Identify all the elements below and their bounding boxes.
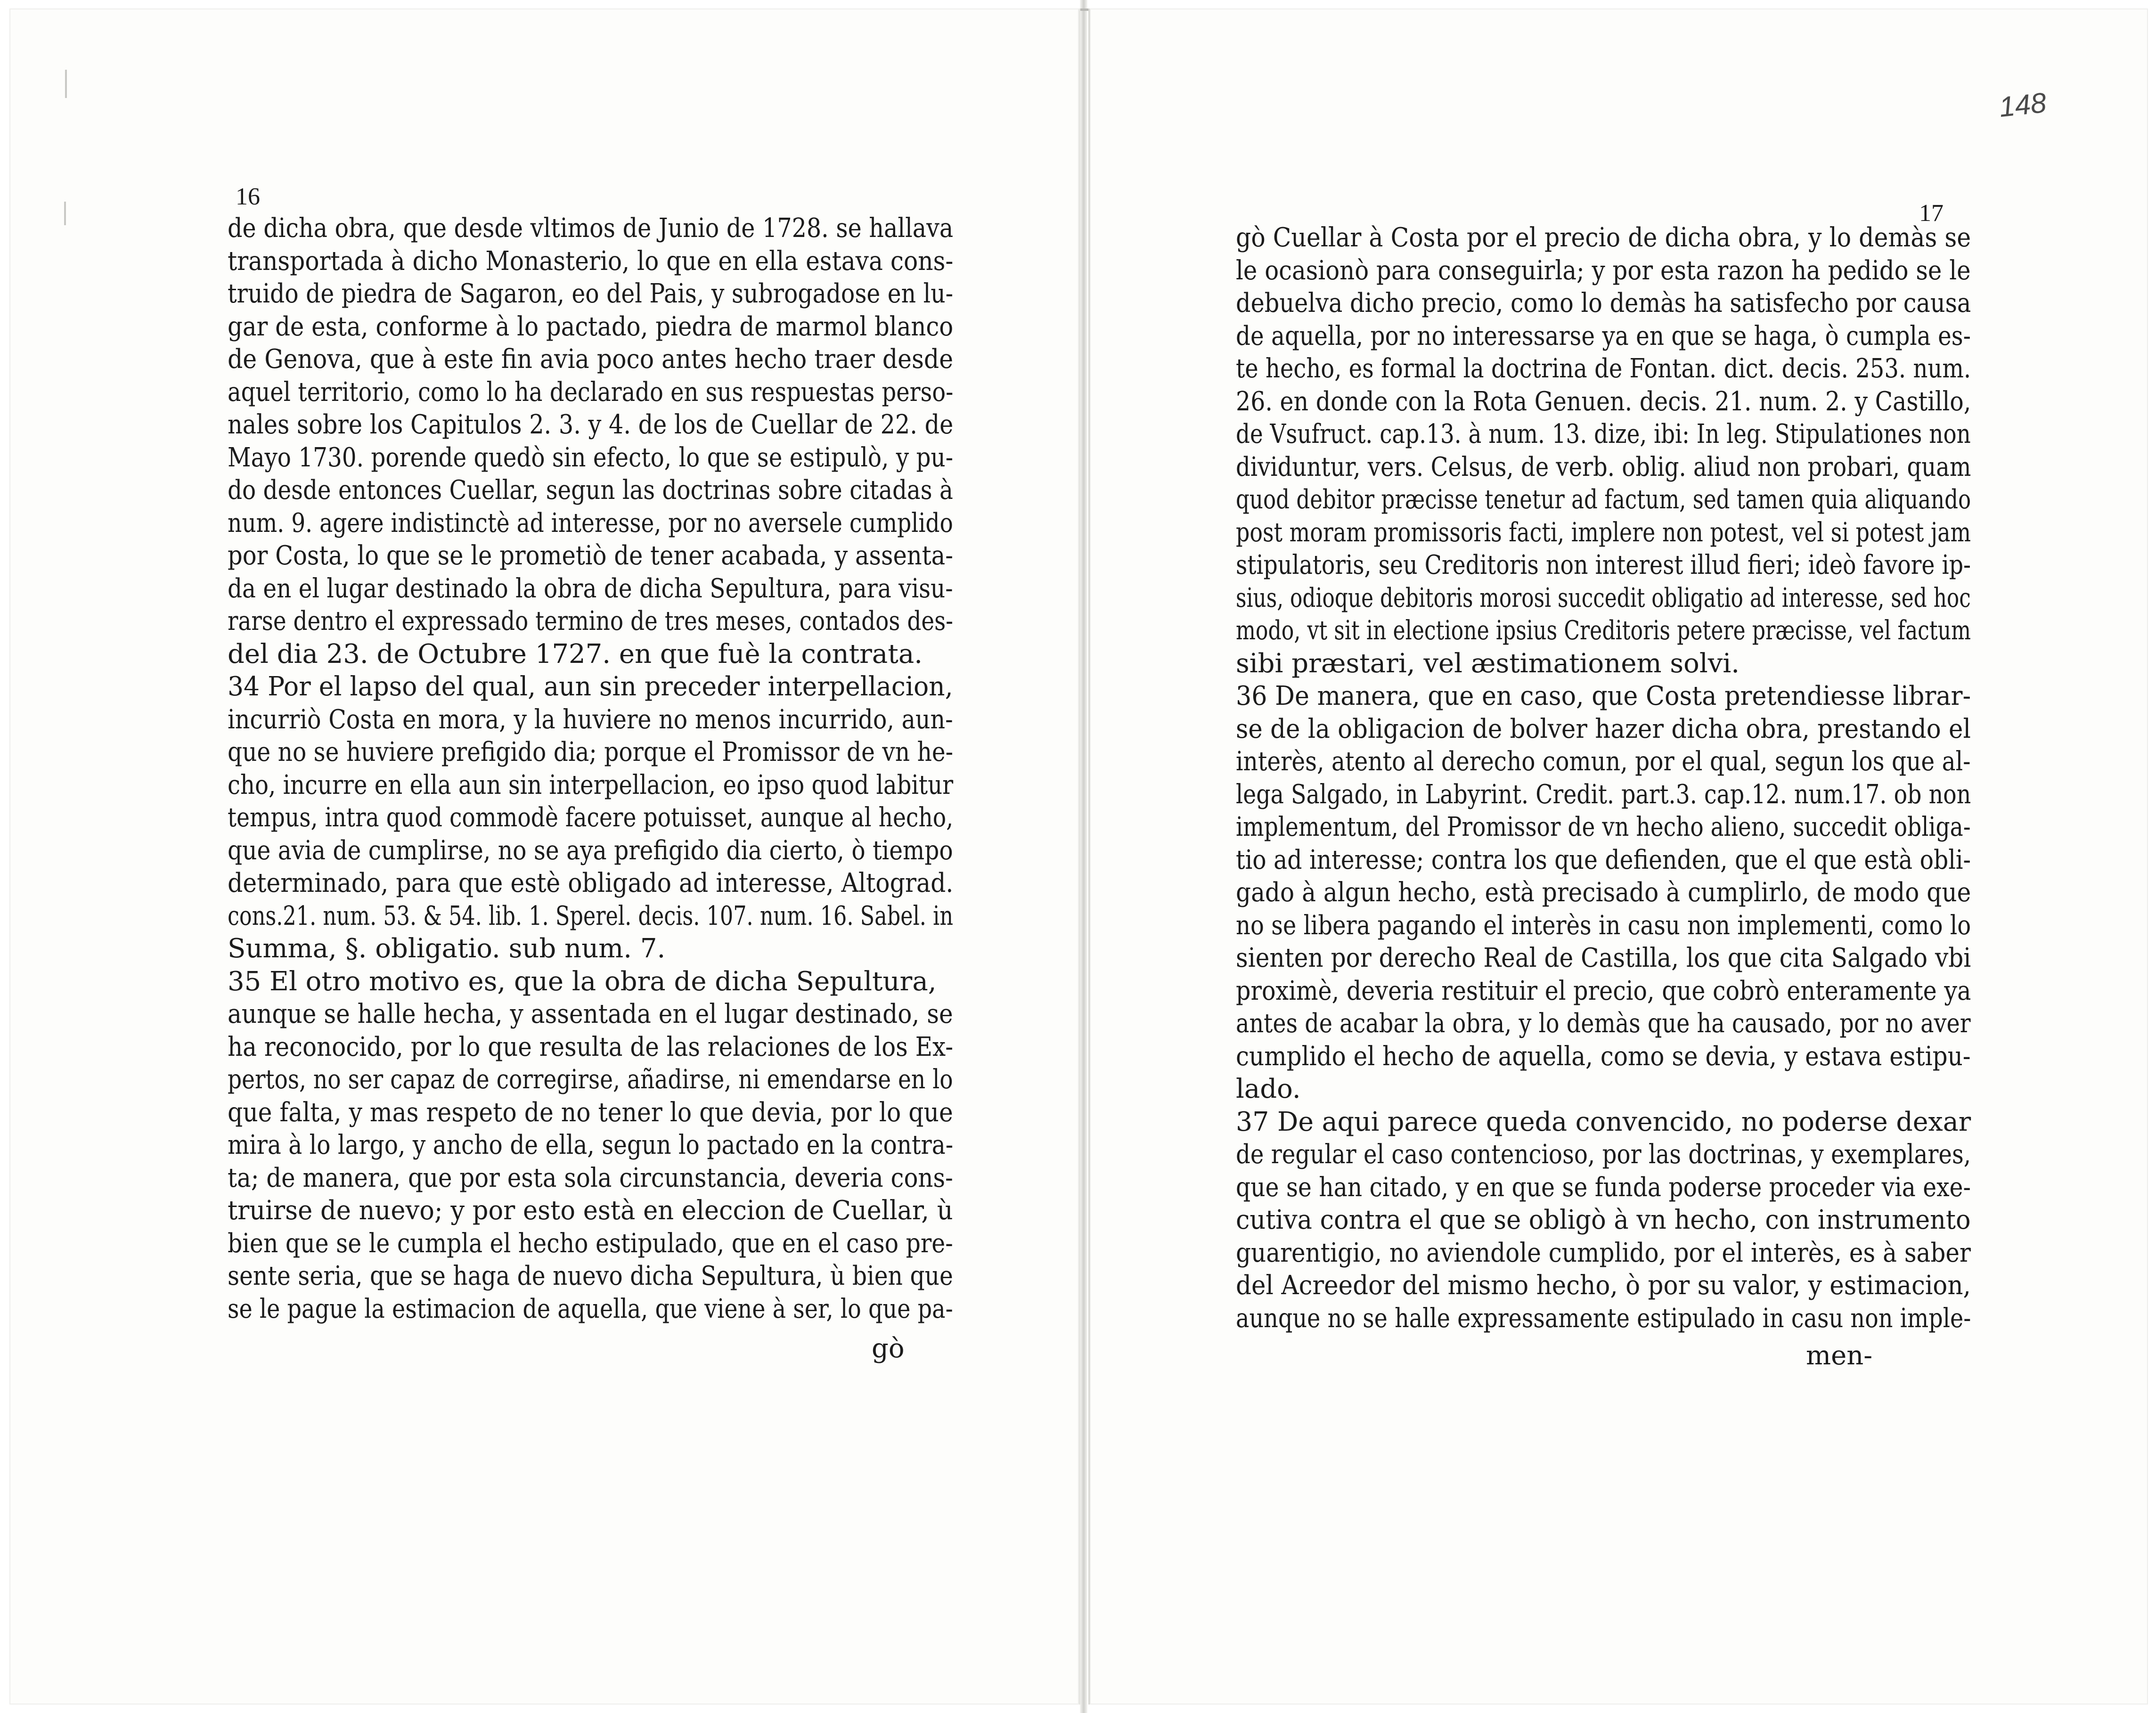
text-line: aunque no se halle expressamente estipulado in casu non imple-: [1236, 1303, 1971, 1334]
left-page: [9, 8, 1080, 1705]
text-line: determinado, para que estè obligado ad interesse, Altograd.: [228, 868, 954, 898]
text-line: de dicha obra, que desde vltimos de Junio de 1728. se hallava: [228, 213, 954, 244]
text-line: cons.21. num. 53. & 54. lib. 1. Sperel. decis. 107. num. 16. Sabel. in: [228, 900, 954, 931]
text-line: modo, vt sit in electione ipsius Creditoris petere præcisse, vel factum: [1236, 615, 1971, 646]
text-line: Summa, §. obligatio. sub num. 7.: [228, 933, 666, 964]
text-line: tempus, intra quod commodè facere potuisset, aunque al hecho,: [228, 802, 954, 833]
right-page-text: [1236, 221, 1971, 1335]
text-line: mira à lo largo, y ancho de ella, segun lo pactado en la contra-: [228, 1130, 954, 1160]
text-line: le ocasionò para conseguirla; y por esta razon ha pedido se le: [1236, 255, 1971, 286]
text-line: se de la obligacion de bolver hazer dicha obra, prestando el: [1236, 713, 1971, 744]
text-line: post moram promissoris facti, implere non potest, vel si potest jam: [1236, 517, 1971, 548]
text-line: de Vsufruct. cap.13. à num. 13. dize, ibi: In leg. Stipulationes non: [1236, 419, 1971, 449]
text-line: dividuntur, vers. Celsus, de verb. oblig. aliud non probari, quam: [1236, 451, 1971, 482]
text-line: por Costa, lo que se le prometiò de tener acabada, y assenta-: [228, 540, 953, 571]
text-line: gado à algun hecho, està precisado à cumplirlo, de modo que: [1236, 877, 1971, 908]
left-page-number: 16: [236, 183, 260, 210]
text-line: ta; de manera, que por esta sola circunstancia, deveria cons-: [228, 1162, 953, 1193]
left-margin-mark: [65, 70, 67, 98]
text-line: gar de esta, conforme à lo pactado, piedra de marmol blanco: [228, 311, 954, 342]
left-catchword: gò: [872, 1333, 905, 1364]
text-line: interès, atento al derecho comun, por el qual, segun los que al-: [1236, 746, 1971, 777]
text-line: lega Salgado, in Labyrint. Credit. part.3. cap.12. num.17. ob non: [1236, 779, 1971, 810]
text-line: lado.: [1236, 1074, 1301, 1104]
text-line: gò Cuellar à Costa por el precio de dicha obra, y lo demàs se: [1236, 222, 1971, 253]
text-line: del dia 23. de Octubre 1727. en que fuè la contrata.: [228, 638, 923, 669]
text-line: quod debitor præcisse tenetur ad factum, sed tamen quia aliquando: [1236, 484, 1971, 515]
text-line: sibi præstari, vel æstimationem solvi.: [1236, 648, 1740, 679]
text-line: que avia de cumplirse, no se aya prefigido dia cierto, ò tiempo: [228, 835, 953, 866]
left-margin-mark-2: [64, 202, 66, 225]
text-line: del Acreedor del mismo hecho, ò por su valor, y estimacion,: [1236, 1270, 1971, 1301]
text-line: pertos, no ser capaz de corregirse, añadirse, ni emendarse en lo: [228, 1064, 953, 1095]
text-line: incurriò Costa en mora, y la huviere no menos incurrido, aun-: [228, 704, 953, 735]
text-line: que falta, y mas respeto de no tener lo que devia, por lo que: [228, 1097, 953, 1128]
text-line: nales sobre los Capitulos 2. 3. y 4. de los de Cuellar de 22. de: [228, 409, 954, 440]
text-line: Mayo 1730. porende quedò sin efecto, lo que se estipulò, y pu-: [228, 442, 954, 473]
text-line: de aquella, por no interessarse ya en que se haga, ò cumpla es-: [1236, 320, 1971, 351]
text-line: debuelva dicho precio, como lo demàs ha satisfecho por causa: [1236, 288, 1971, 318]
folio-annotation: 148: [1997, 86, 2048, 123]
text-line: se le pague la estimacion de aquella, que viene à ser, lo que pa-: [228, 1293, 953, 1324]
text-line: num. 9. agere indistinctè ad interesse, por no aversele cumplido: [228, 507, 953, 538]
text-line: guarentigio, no aviendole cumplido, por el interès, es à saber: [1236, 1237, 1971, 1268]
text-line: cutiva contra el que se obligò à vn hecho, con instrumento: [1236, 1205, 1971, 1235]
text-line: 26. en donde con la Rota Genuen. decis. 21. num. 2. y Castillo,: [1236, 386, 1971, 417]
text-line: bien que se le cumpla el hecho estipulado, que en el caso pre-: [228, 1228, 953, 1259]
text-line: aquel territorio, como lo ha declarado en sus respuestas perso-: [228, 376, 954, 408]
right-page-number: 17: [1919, 200, 1944, 227]
text-line: do desde entonces Cuellar, segun las doctrinas sobre citadas à: [228, 475, 953, 506]
right-catchword: men-: [1806, 1340, 1873, 1371]
text-line: rarse dentro el expressado termino de tres meses, contados des-: [228, 606, 954, 636]
text-line: no se libera pagando el interès in casu non implementi, como lo: [1236, 910, 1971, 941]
text-line: aunque se halle hecha, y assentada en el lugar destinado, se: [228, 999, 953, 1029]
text-line: sienten por derecho Real de Castilla, los que cita Salgado vbi: [1236, 943, 1971, 973]
text-line: cumplido el hecho de aquella, como se devia, y estava estipu-: [1236, 1041, 1971, 1072]
text-line: sius, odioque debitoris morosi succedit obligatio ad interesse, sed hoc: [1236, 582, 1971, 613]
text-line: que no se huviere prefigido dia; porque el Promissor de vn he-: [228, 737, 954, 767]
text-line: cho, incurre en ella aun sin interpellacion, eo ipso quod labitur: [228, 769, 954, 800]
text-line: que se han citado, y en que se funda poderse proceder via exe-: [1236, 1172, 1971, 1203]
text-line: da en el lugar destinado la obra de dicha Sepultura, para visu-: [228, 573, 953, 604]
text-line: de regular el caso contencioso, por las doctrinas, y exemplares,: [1236, 1139, 1971, 1170]
text-line: de Genova, que à este fin avia poco antes hecho traer desde: [228, 344, 954, 375]
text-line: implementum, del Promissor de vn hecho alieno, succedit obliga-: [1236, 812, 1971, 842]
text-line: truirse de nuevo; y por esto està en eleccion de Cuellar, ù: [228, 1195, 953, 1226]
text-line: ha reconocido, por lo que resulta de las relaciones de los Ex-: [228, 1031, 954, 1062]
text-line: 37 De aqui parece queda convencido, no poderse dexar: [1236, 1106, 1971, 1137]
text-line: 35 El otro motivo es, que la obra de dicha Sepultura,: [228, 966, 937, 997]
right-page: [1088, 8, 2148, 1705]
text-line: 34 Por el lapso del qual, aun sin preceder interpellacion,: [228, 671, 953, 702]
text-line: sente seria, que se haga de nuevo dicha Sepultura, ù bien que: [228, 1261, 953, 1291]
text-line: proximè, deveria restituir el precio, que cobrò enteramente ya: [1236, 975, 1971, 1006]
text-line: antes de acabar la obra, y lo demàs que ha causado, por no aver: [1236, 1008, 1971, 1039]
left-page-text: [228, 212, 953, 1325]
text-line: 36 De manera, que en caso, que Costa pretendiesse librar-: [1236, 681, 1971, 711]
book-gutter: [1080, 0, 1087, 1713]
text-line: te hecho, es formal la doctrina de Fontan. dict. decis. 253. num.: [1236, 353, 1971, 384]
text-line: tio ad interesse; contra los que defienden, que el que està obli-: [1236, 844, 1971, 875]
text-line: truido de piedra de Sagaron, eo del Pais, y subrogadose en lu-: [228, 278, 954, 309]
text-line: stipulatoris, seu Creditoris non interest illud fieri; ideò favore ip-: [1236, 550, 1971, 580]
text-line: transportada à dicho Monasterio, lo que en ella estava cons-: [228, 245, 954, 277]
